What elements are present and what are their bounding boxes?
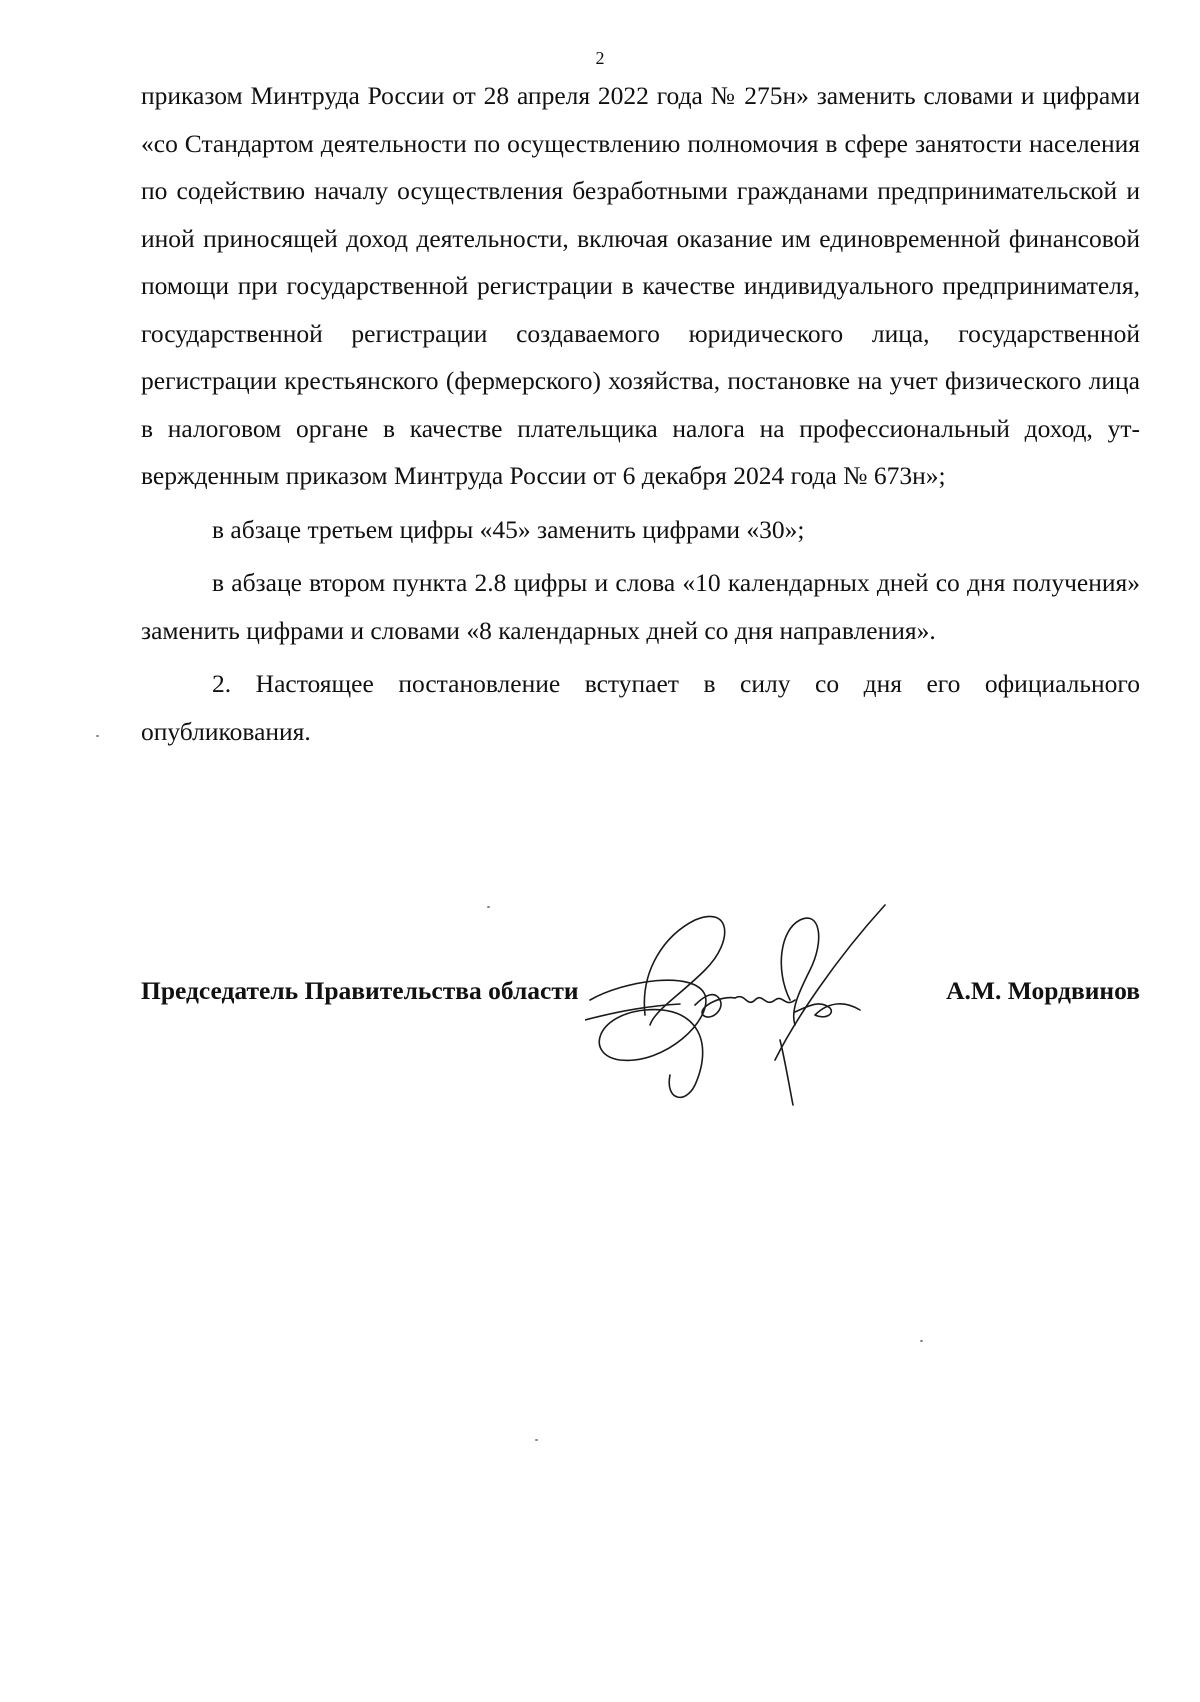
document-body bbox=[141, 72, 1140, 755]
paragraph-effective-date: 2. Настоящее постановление вступает в силу со дня его официального опубликования. bbox=[141, 669, 1140, 746]
signatory-name: А.М. Мордвинов bbox=[946, 976, 1140, 1005]
paragraph-third-clause: в абзаце третьем цифры «45» заменить цифрами «30»; bbox=[212, 514, 805, 544]
paragraph-point-2-8: в абзаце втором пункта 2.8 цифры и слова «10 календарных дней со дня получения» заменить цифрами и словами «8 календарных дней со дня направления». bbox=[141, 568, 1140, 645]
scan-speck bbox=[920, 1340, 923, 1342]
scan-speck bbox=[96, 735, 99, 737]
paragraph-amendment-standard: приказом Минтруда России от 28 апреля 2022 года № 275н» заменить словами и цифрами «со Стандартом деятельности по осуществлению полномочия в сфере занятости населения по содействию началу осуществления безработными гражданами предпринимательской и иной приносящей доход деятельности, включая оказание им единовременной финансовой помощи при государственной регистрации в качестве индивидуального предпринимателя, государственной регистрации создаваемого юридического лица, государственной регистрации крестьянского (фермерского) хозяйства, постановке на учет физического лица в налоговом органе в качестве плательщика налога на профессиональный доход, утвержденным приказом Минтруда России от 6 декабря 2024 года № 673н»; bbox=[141, 81, 1140, 490]
handwritten-signature bbox=[585, 900, 945, 1110]
scan-speck bbox=[535, 1439, 538, 1441]
signatory-title: Председатель Правительства области bbox=[141, 976, 579, 1005]
page-number: 2 bbox=[595, 48, 605, 68]
scan-speck bbox=[487, 906, 490, 908]
